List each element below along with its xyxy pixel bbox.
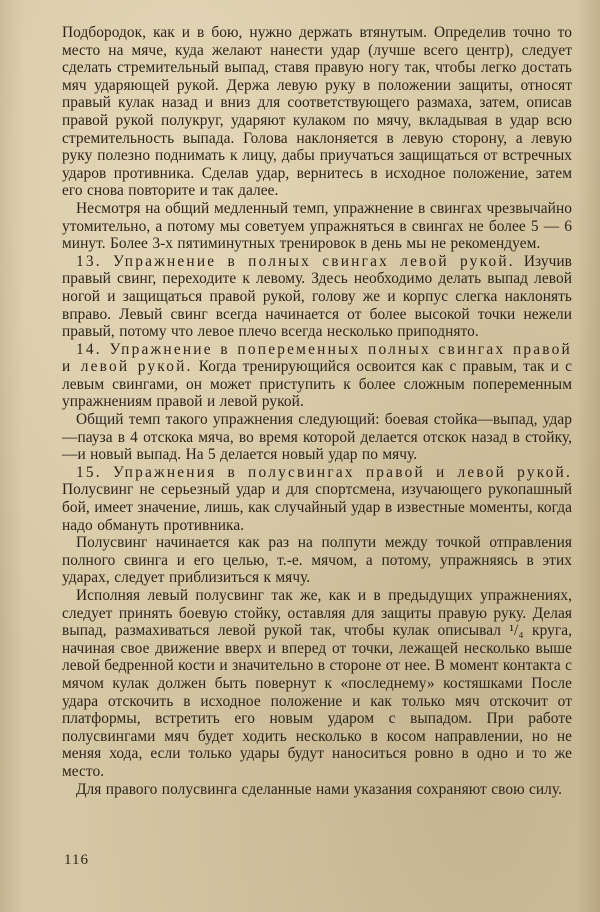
paragraph-1 xyxy=(62,24,572,200)
paragraph-4 xyxy=(62,341,572,411)
paragraph-6 xyxy=(62,464,572,534)
exercise-14-heading: 14. Упражнение в попеременных полных свингах правой и левой рукой. xyxy=(62,340,572,376)
paragraph-3 xyxy=(62,253,572,341)
paragraph-8-text: Исполняя левый полусвинг так же, как и в предыдущих упражнениях, следует принять боевую стойку, оставляя для защиты правую руку. Делая выпад, размахиваться левой рукой так, чтобы кулак описывал ¹/₄ круга, начиная свое движение вверх и вперед от точки, лежащей несколько выше левой бедренной кости и значительно в стороне от нее. В момент контакта с мячом кулак должен быть повернут к «последнему» костяшками После удара отскочить в исходное положение и как только мяч отскочит от платформы, встретить его новым ударом с выпадом. При работе полусвингами мяч будет ходить несколько в косом направлении, но не меняя хода, если только удары будут наноситься ровно в одно и то же место. xyxy=(62,587,572,780)
paragraph-7 xyxy=(62,534,572,587)
paragraph-1-text: Подбородок, как и в бою, нужно держать втянутым. Определив точно то место на мяче, куда желают нанести удар (лучше всего центр), следует сделать стремительный выпад, ставя правую ногу так, чтобы легко достать мяч ударяющей рукой. Держа левую руку в положении защиты, относят правый кулак назад и вниз для соответствующего размаха, затем, описав правой рукой полукруг, ударяют кулаком по мячу, вкладывая в удар всю стремительность выпада. Голова наклоняется в левую сторону, а левую руку полезно поднимать к лицу, дабы приучаться защищаться от встречных ударов противника. Сделав удар, вернитесь в исходное положение, затем его снова повторите и так далее. xyxy=(62,24,572,200)
paragraph-5-text: Общий темп такого упражнения следующий: боевая стойка—выпад, удар—пауза в 4 отскока мяча, во время которой делается отскок назад в стойку,—и новый выпад. На 5 делается новый удар по мячу. xyxy=(62,411,572,464)
paragraph-2 xyxy=(62,200,572,253)
paragraph-5 xyxy=(62,411,572,464)
paragraph-8 xyxy=(62,587,572,781)
exercise-13-heading: 13. Упражнение в полных свингах левой рукой. xyxy=(76,252,515,270)
paragraph-2-text: Несмотря на общий медленный темп, упражнение в свингах чрезвычайно утомительно, а потому мы советуем упражняться в свингах не более 5 — 6 минут. Более 3-х пятиминутных тренировок в день мы не рекомендуем. xyxy=(62,199,572,253)
body-text xyxy=(62,24,572,798)
page-number: 116 xyxy=(64,852,89,868)
paragraph-6-text: Полусвинг не серьезный удар и для спортсмена, изучающего рукопашный бой, имеет значение, лишь, как случайный удар в известные моменты, когда надо обмануть противника. xyxy=(62,481,572,534)
paragraph-9-text: Для правого полусвинга сделанные нами указания сохраняют свою силу. xyxy=(76,780,563,798)
paragraph-4-text: Когда тренирующийся освоится как с правым, так и с левым свингами, он может приступить к более сложным попеременным упражнениям правой и левой рукой. xyxy=(62,358,573,411)
paragraph-3-text: Изучив правый свинг, переходите к левому. Здесь необходимо делать выпад левой ногой и защищаться правой рукой, голову же и корпус слегка наклонять вправо. Левый свинг всегда начинается от более высокой точки нежели правый, потому что левое плечо всегда несколько приподнято. xyxy=(62,252,572,341)
paragraph-9 xyxy=(62,781,572,799)
exercise-15-heading: 15. Упражнения в полусвингах правой и левой рукой. xyxy=(76,463,572,481)
paragraph-7-text: Полусвинг начинается как раз на полпути между точкой отправления полного свинга и его целью, т.-е. мячом, а потому, упражняясь в этих ударах, следует приблизиться к мячу. xyxy=(62,534,572,587)
